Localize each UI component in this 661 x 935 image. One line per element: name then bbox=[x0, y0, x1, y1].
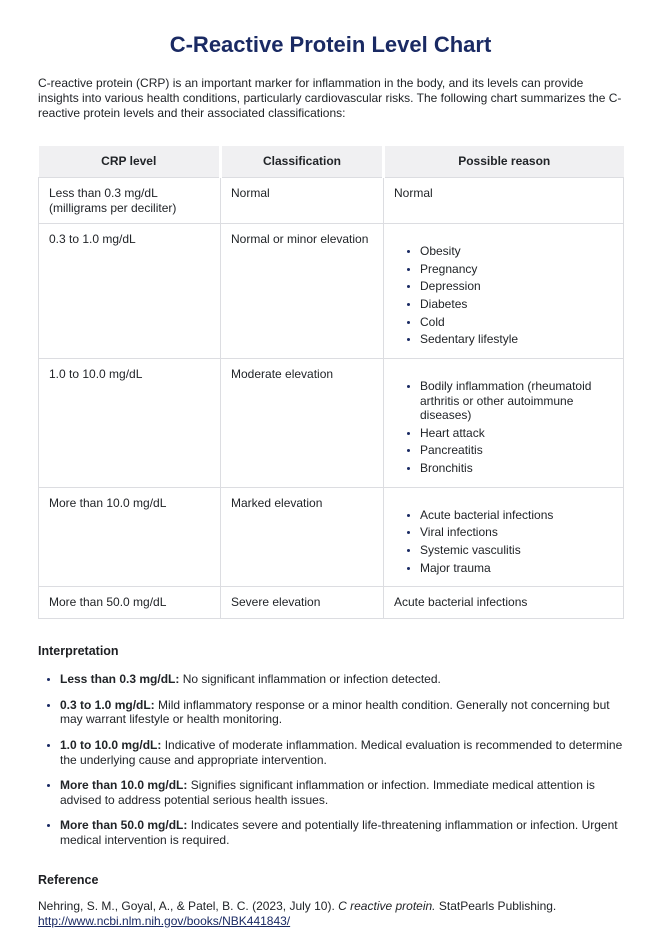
interpretation-item-text: Mild inflammatory response or a minor health condition. Generally not concerning but may warrant lifestyle or health monitoring. bbox=[60, 697, 610, 727]
cell-classification: Marked elevation bbox=[221, 487, 384, 587]
cell-classification: Severe elevation bbox=[221, 587, 384, 619]
page-title: C-Reactive Protein Level Chart bbox=[169, 32, 492, 57]
reason-bullet-item: • Bodily inflammation (rheumatoid arthritis or other autoimmune diseases) bbox=[420, 379, 613, 423]
interpretation-item bbox=[60, 778, 623, 807]
interpretation-item-label: More than 50.0 mg/dL: bbox=[60, 818, 188, 833]
interpretation-item-text: Signifies significant inflammation or infection. Immediate medical attention is advised to address potential serious health issues. bbox=[60, 778, 595, 807]
reason-bullet-list bbox=[394, 379, 613, 476]
reference-link[interactable]: http://www.ncbi.nlm.nih.gov/books/NBK441843/ bbox=[38, 913, 291, 928]
intro-paragraph: C-reactive protein (CRP) is an important marker for inflammation in the body, and its levels can provide insights into various health conditions, particularly cardiovascular risks. The following chart summarizes the C-reactive protein levels and their associated classifications: bbox=[38, 76, 622, 120]
interpretation-item bbox=[60, 818, 623, 847]
citation-text: Nehring, S. M., Goyal, A., & Patel, B. C. (2023, July 10). bbox=[38, 898, 339, 913]
reason-bullet-list bbox=[394, 508, 613, 576]
cell-crp-level: 1.0 to 10.0 mg/dL bbox=[39, 358, 221, 487]
crp-level-table bbox=[38, 146, 624, 619]
reason-bullet-item: • Bronchitis bbox=[420, 461, 613, 476]
interpretation-item bbox=[60, 738, 623, 767]
reason-bullet-item: • Pancreatitis bbox=[420, 443, 613, 458]
cell-possible-reason bbox=[384, 358, 624, 487]
interpretation-list bbox=[38, 672, 623, 848]
reason-bullet-item: • Diabetes bbox=[420, 297, 613, 312]
table-header-row bbox=[39, 146, 624, 177]
cell-possible-reason bbox=[384, 487, 624, 587]
interpretation-item-label: 0.3 to 1.0 mg/dL: bbox=[60, 697, 155, 712]
cell-crp-level: 0.3 to 1.0 mg/dL bbox=[39, 224, 221, 359]
cell-crp-level: More than 10.0 mg/dL bbox=[39, 487, 221, 587]
table-row bbox=[39, 587, 624, 619]
header-crp-level: CRP level bbox=[39, 146, 221, 177]
cell-classification: Normal bbox=[221, 177, 384, 223]
reason-bullet-item: • Cold bbox=[420, 315, 613, 330]
cell-classification: Normal or minor elevation bbox=[221, 224, 384, 359]
reason-bullet-item: • Acute bacterial infections bbox=[420, 508, 613, 523]
citation-work-title: C reactive protein. bbox=[338, 898, 436, 913]
interpretation-item-text: Indicates severe and potentially life-threatening inflammation or infection. Urgent medical intervention is required. bbox=[60, 818, 618, 848]
cell-possible-reason: Acute bacterial infections bbox=[384, 587, 624, 619]
reason-bullet-item: • Systemic vasculitis bbox=[420, 543, 613, 558]
header-possible-reason: Possible reason bbox=[384, 146, 624, 177]
reason-bullet-item: • Depression bbox=[420, 279, 613, 294]
interpretation-item bbox=[60, 672, 623, 687]
cell-classification: Moderate elevation bbox=[221, 358, 384, 487]
table-row bbox=[39, 358, 624, 487]
reason-bullet-item: • Sedentary lifestyle bbox=[420, 332, 613, 347]
citation-publisher: StatPearls Publishing. bbox=[435, 898, 557, 913]
reference-heading: Reference bbox=[38, 872, 99, 887]
reference-citation bbox=[38, 899, 623, 928]
table-row bbox=[39, 177, 624, 223]
reason-bullet-item: • Viral infections bbox=[420, 525, 613, 540]
interpretation-item-label: More than 10.0 mg/dL: bbox=[60, 778, 188, 793]
header-classification: Classification bbox=[221, 146, 384, 177]
cell-possible-reason: Normal bbox=[384, 177, 624, 223]
reason-bullet-item: • Pregnancy bbox=[420, 262, 613, 277]
reason-bullet-item: • Major trauma bbox=[420, 561, 613, 576]
interpretation-item bbox=[60, 698, 623, 727]
interpretation-item-text: No significant inflammation or infection detected. bbox=[182, 672, 441, 687]
reason-bullet-item: • Obesity bbox=[420, 244, 613, 259]
interpretation-item-text: Indicative of moderate inflammation. Medical evaluation is recommended to determine the underlying cause and appropriate intervention. bbox=[60, 737, 623, 767]
cell-possible-reason bbox=[384, 224, 624, 359]
table-row bbox=[39, 487, 624, 587]
interpretation-heading: Interpretation bbox=[38, 643, 119, 658]
reason-bullet-list bbox=[394, 244, 613, 347]
cell-crp-level: More than 50.0 mg/dL bbox=[39, 587, 221, 619]
reason-bullet-item: • Heart attack bbox=[420, 426, 613, 441]
interpretation-item-label: Less than 0.3 mg/dL: bbox=[60, 672, 180, 687]
table-row bbox=[39, 224, 624, 359]
interpretation-item-label: 1.0 to 10.0 mg/dL: bbox=[60, 737, 162, 752]
cell-crp-level: Less than 0.3 mg/dL (milligrams per deciliter) bbox=[39, 177, 221, 223]
